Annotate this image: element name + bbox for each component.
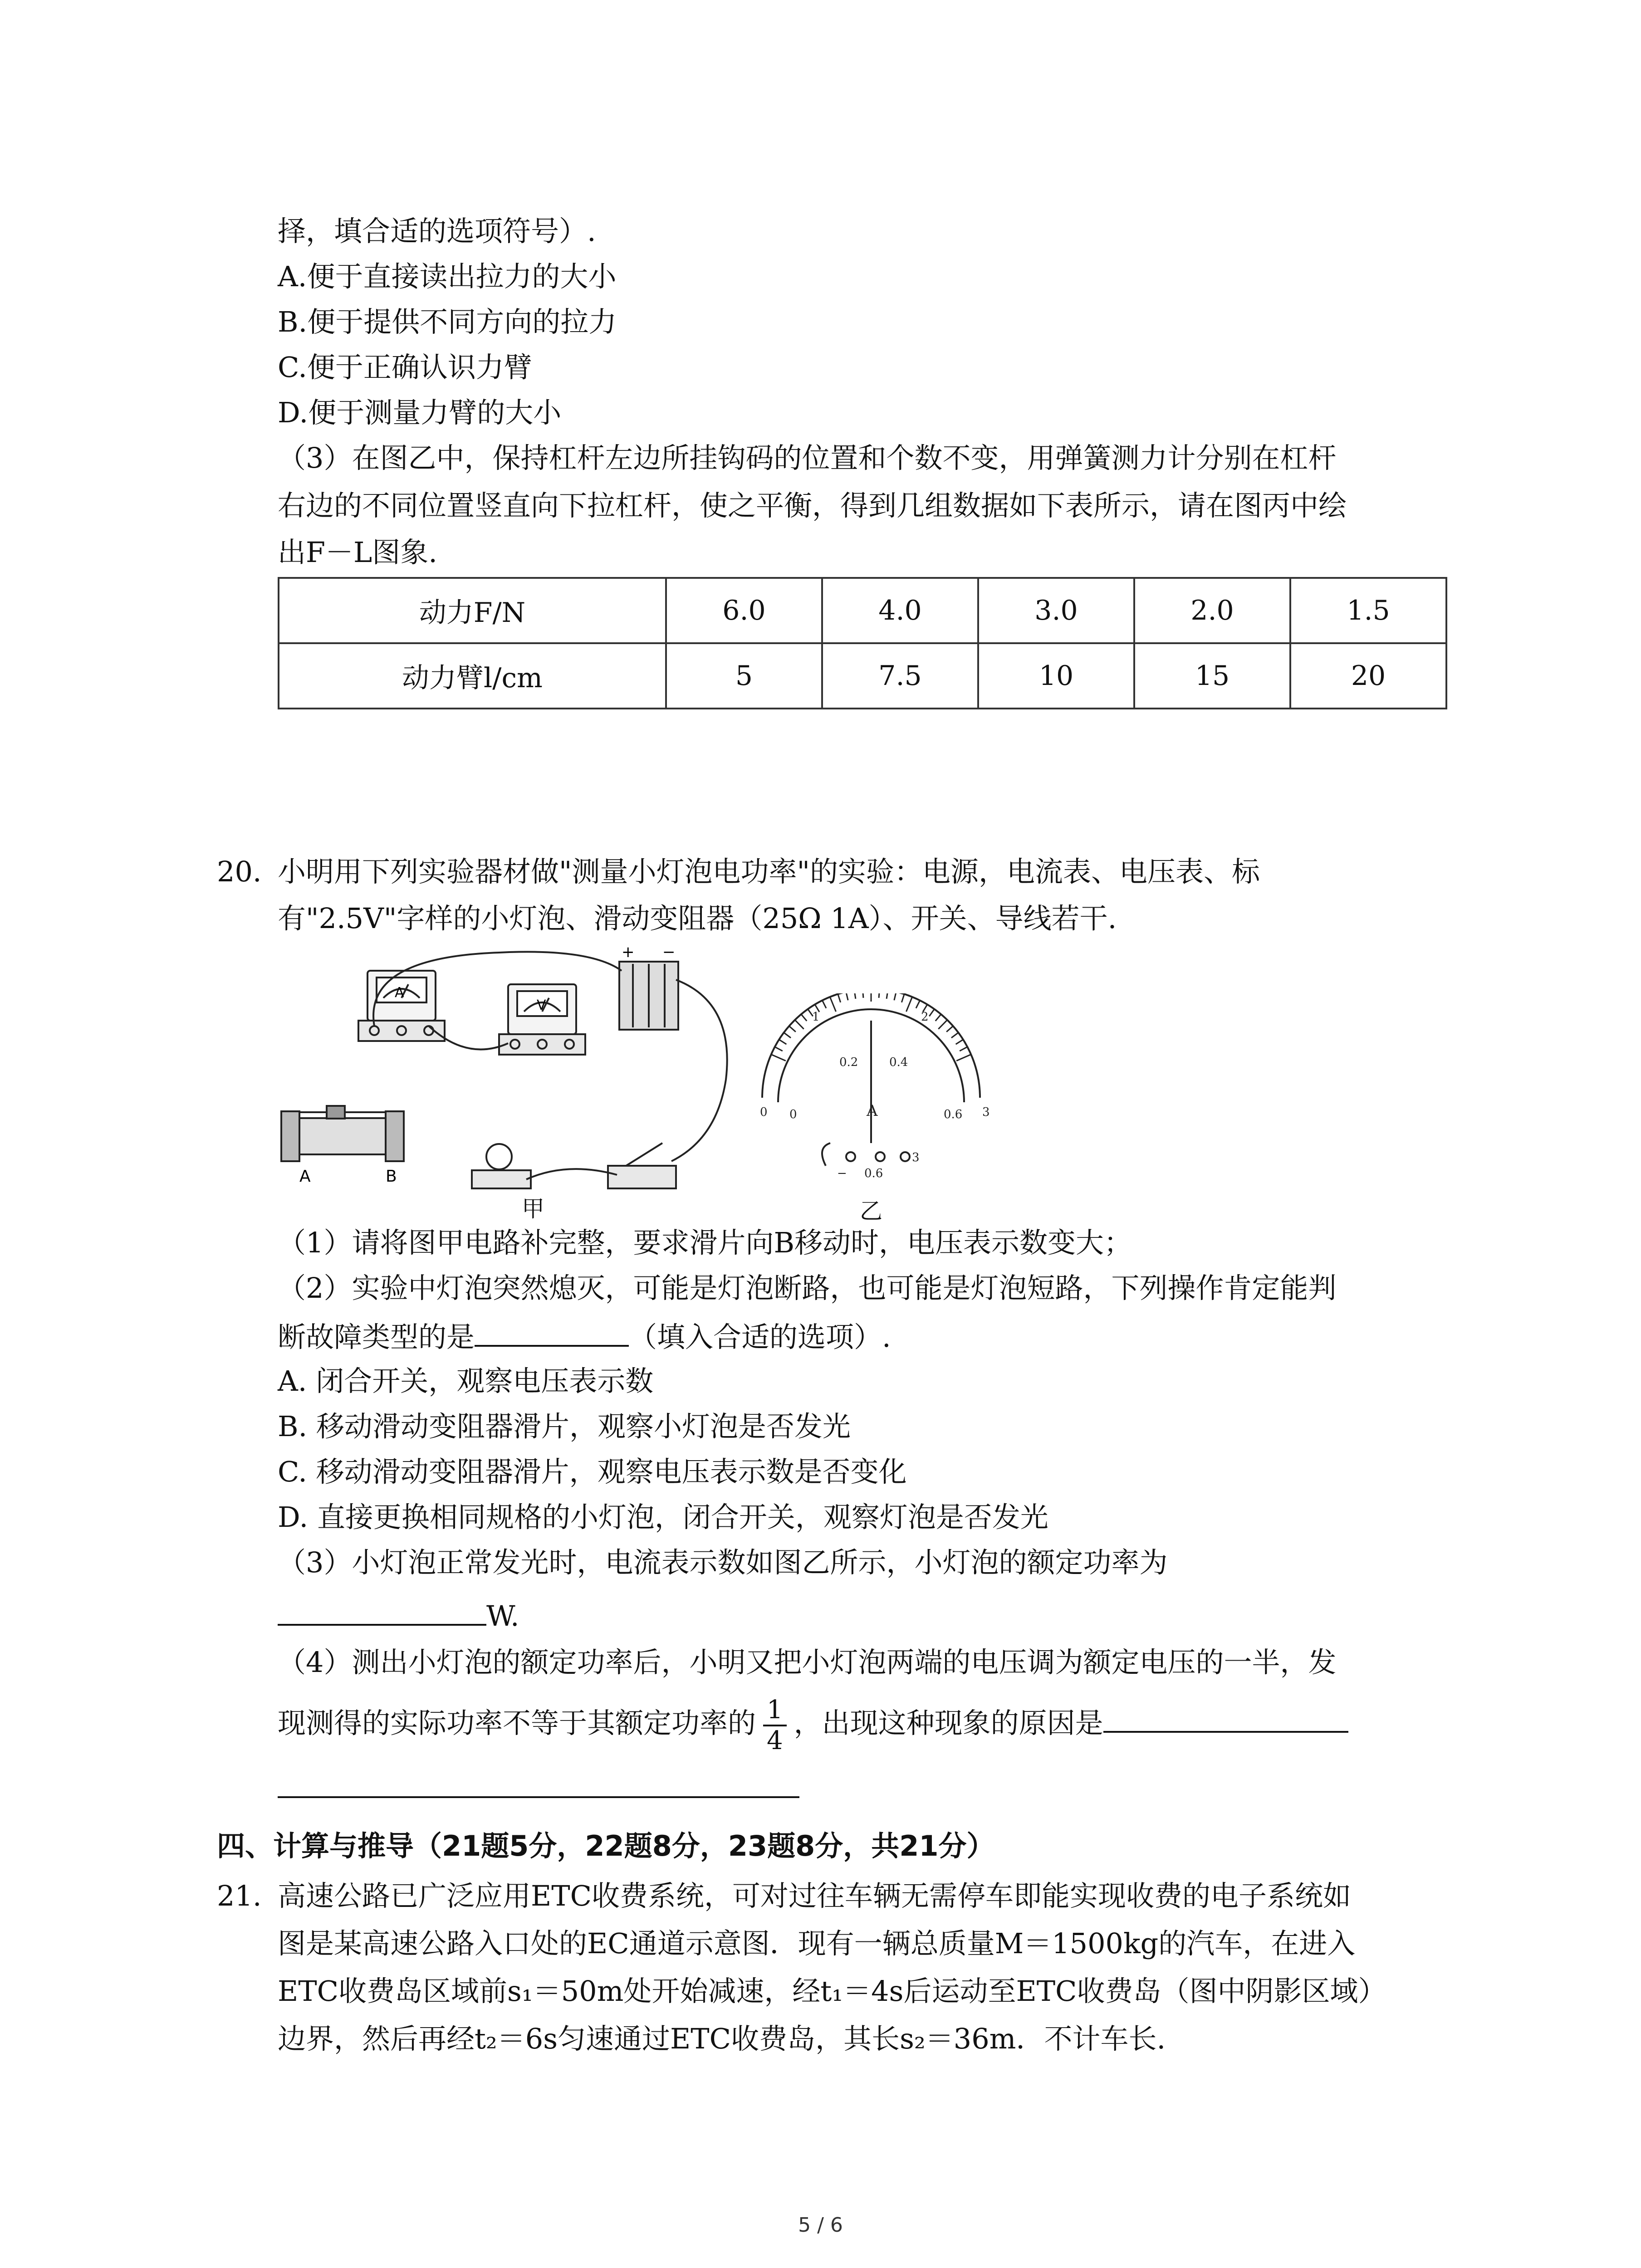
scale-tick: [901, 994, 904, 1002]
answer-blank[interactable]: [278, 1796, 799, 1798]
rheostat-icon: [281, 1106, 404, 1161]
scale-tick: [795, 1020, 804, 1029]
scale-tick: [887, 993, 888, 999]
answer-blank[interactable]: [475, 1318, 629, 1347]
q20-option-c: C. 移动滑动变阻器滑片，观察电压表示数是否变化: [278, 1455, 907, 1488]
scale-tick: [771, 1055, 786, 1061]
scale-top-tick: 0: [760, 1105, 768, 1119]
scale-tick: [938, 1020, 947, 1029]
ammeter-icon: [358, 971, 445, 1041]
q19-part3-line3: 出F－L图象.: [278, 536, 437, 569]
switch-icon: [608, 1143, 676, 1188]
q19-cont-line: 择，填合适的选项符号）.: [278, 215, 596, 248]
scale-tick: [775, 1047, 783, 1051]
scale-tick: [951, 1033, 958, 1038]
table-cell: 10: [978, 643, 1134, 709]
table-cell: 动力F/N: [279, 578, 666, 643]
q20-part3-unit: W.: [486, 1599, 519, 1633]
scale-tick: [929, 1009, 934, 1017]
q20-part4-text-b: ，出现这种现象的原因是: [794, 1706, 1103, 1740]
scale-top-tick: 3: [982, 1105, 990, 1119]
terminal-icon: [901, 1152, 910, 1161]
q21-line1: 高速公路已广泛应用ETC收费系统，可对过往车辆无需停车即能实现收费的电子系统如: [278, 1879, 1352, 1912]
rheostat-terminal-a: A: [299, 1167, 311, 1186]
q20-part3-line2: [278, 1597, 519, 1634]
scale-bottom-tick: 0.2: [839, 1056, 858, 1069]
scale-tick: [956, 1040, 963, 1044]
terminal-icon: [876, 1152, 885, 1161]
table-row: [279, 643, 1446, 709]
wire: [822, 1143, 830, 1166]
q20-part2-line1: （2）实验中灯泡突然熄灭，可能是灯泡断路，也可能是灯泡短路，下列操作肯定能判: [278, 1271, 1337, 1305]
scale-top-tick: 1: [812, 1010, 820, 1024]
wire: [671, 980, 727, 1161]
scale-tick: [854, 993, 856, 999]
scale-tick: [801, 1014, 807, 1021]
q20-part4-text-a: 现测得的实际功率不等于其额定功率的: [278, 1706, 756, 1740]
terminal-label: 3: [912, 1151, 920, 1164]
scale-tick: [789, 1026, 795, 1032]
table-cell: 5: [666, 643, 822, 709]
scale-tick: [960, 1047, 967, 1051]
table-cell: 1.5: [1290, 578, 1446, 643]
q21-line3: ETC收费岛区域前s₁＝50m处开始减速，经t₁＝4s后运动至ETC收费岛（图中阴影区域）: [278, 1975, 1386, 2008]
scale-tick: [830, 997, 836, 1012]
scale-tick: [862, 993, 863, 998]
q20-part1: （1）请将图甲电路补完整，要求滑片向B移动时，电压表示数变大；: [278, 1226, 1132, 1259]
q19-part3-line1: （3）在图乙中，保持杠杆左边所挂钩码的位置和个数不变，用弹簧测力计分别在杠杆: [278, 441, 1337, 474]
terminal-label: −: [837, 1167, 847, 1180]
scale-tick: [906, 997, 912, 1012]
scale-tick: [894, 993, 896, 1000]
q19-option-d: D.便于测量力臂的大小: [278, 396, 562, 429]
battery-plus: +: [622, 943, 635, 961]
scale-tick: [946, 1026, 953, 1032]
circuit-figure: [272, 943, 771, 1225]
q19-part3-line2: 右边的不同位置竖直向下拉杠杆，使之平衡，得到几组数据如下表所示，请在图丙中绘: [278, 489, 1347, 522]
terminal-label: 0.6: [864, 1167, 883, 1180]
q20-option-a: A. 闭合开关，观察电压表示数: [278, 1364, 654, 1398]
answer-blank[interactable]: [278, 1597, 486, 1626]
scale-tick: [956, 1055, 971, 1061]
fraction-numerator: 1: [763, 1696, 787, 1726]
q21-line4: 边界，然后再经t₂＝6s匀速通过ETC收费岛，其长s₂＝36m．不计车长.: [278, 2022, 1166, 2055]
fraction-denominator: 4: [767, 1726, 783, 1755]
wire: [526, 1169, 617, 1179]
fraction: [763, 1696, 787, 1755]
figure-jia-label: 甲: [522, 1196, 544, 1222]
figure-yi-label: 乙: [860, 1198, 882, 1224]
force-arm-table: [278, 577, 1447, 709]
scale-bottom-tick: 0: [789, 1108, 797, 1121]
q20-line1: 小明用下列实验器材做"测量小灯泡电功率"的实验：电源，电流表、电压表、标: [278, 855, 1260, 888]
table-cell: 4.0: [822, 578, 978, 643]
q20-part2-text-a: 断故障类型的是: [278, 1320, 475, 1354]
scale-bottom-tick: 0.6: [944, 1108, 963, 1121]
section-title: 四、计算与推导（21题5分，22题8分，23题8分，共21分）: [217, 1829, 995, 1862]
voltmeter-letter: V: [537, 997, 546, 1013]
q21-number: 21.: [217, 1879, 262, 1912]
battery-icon: [619, 962, 678, 1030]
battery-minus: −: [662, 943, 676, 961]
q20-part4-line2: [278, 1696, 1348, 1755]
scale-unit: A: [867, 1102, 878, 1120]
table-cell: 2.0: [1134, 578, 1290, 643]
scale-tick: [784, 1033, 791, 1038]
table-row: [279, 578, 1446, 643]
q20-line2: 有"2.5V"字样的小灯泡、滑动变阻器（25Ω 1A）、开关、导线若干.: [278, 902, 1117, 935]
q19-option-a: A.便于直接读出拉力的大小: [278, 260, 617, 293]
q20-part2-text-b: （填入合适的选项）.: [629, 1320, 891, 1354]
table-cell: 6.0: [666, 578, 822, 643]
q20-part2-line2: [278, 1318, 891, 1355]
table-cell: 7.5: [822, 643, 978, 709]
scale-bottom-tick: 0.4: [889, 1056, 908, 1069]
scale-tick: [846, 993, 848, 1000]
terminal-icon: [846, 1152, 855, 1161]
table-cell: 20: [1290, 643, 1446, 709]
ammeter-scale-figure: [735, 993, 1007, 1184]
scale-tick: [936, 1014, 941, 1021]
scale-tick: [838, 994, 841, 1002]
q20-number: 20.: [217, 855, 262, 888]
lamp-icon: [472, 1144, 531, 1188]
rheostat-terminal-b: B: [386, 1167, 397, 1186]
page-number: 5 / 6: [798, 2214, 843, 2237]
q20-option-b: B. 移动滑动变阻器滑片，观察小灯泡是否发光: [278, 1410, 851, 1443]
q21-line2: 图是某高速公路入口处的EC通道示意图．现有一辆总质量M＝1500kg的汽车，在进入: [278, 1927, 1356, 1960]
voltmeter-icon: [499, 984, 585, 1055]
q20-option-d: D. 直接更换相同规格的小灯泡，闭合开关，观察灯泡是否发光: [278, 1501, 1048, 1534]
table-cell: 3.0: [978, 578, 1134, 643]
scale-tick: [822, 1000, 826, 1008]
q19-option-c: C.便于正确认识力臂: [278, 351, 532, 384]
scale-tick: [916, 1000, 920, 1008]
table-cell: 动力臂l/cm: [279, 643, 666, 709]
ammeter-letter: A: [395, 985, 404, 1001]
answer-blank[interactable]: [1103, 1704, 1348, 1733]
table-cell: 15: [1134, 643, 1290, 709]
q20-part4-line1: （4）测出小灯泡的额定功率后，小明又把小灯泡两端的电压调为额定电压的一半，发: [278, 1646, 1337, 1679]
scale-tick: [779, 1040, 786, 1044]
q19-option-b: B.便于提供不同方向的拉力: [278, 305, 617, 338]
scale-top-tick: 2: [921, 1010, 929, 1024]
q20-part3-line1: （3）小灯泡正常发光时，电流表示数如图乙所示，小灯泡的额定功率为: [278, 1546, 1168, 1579]
